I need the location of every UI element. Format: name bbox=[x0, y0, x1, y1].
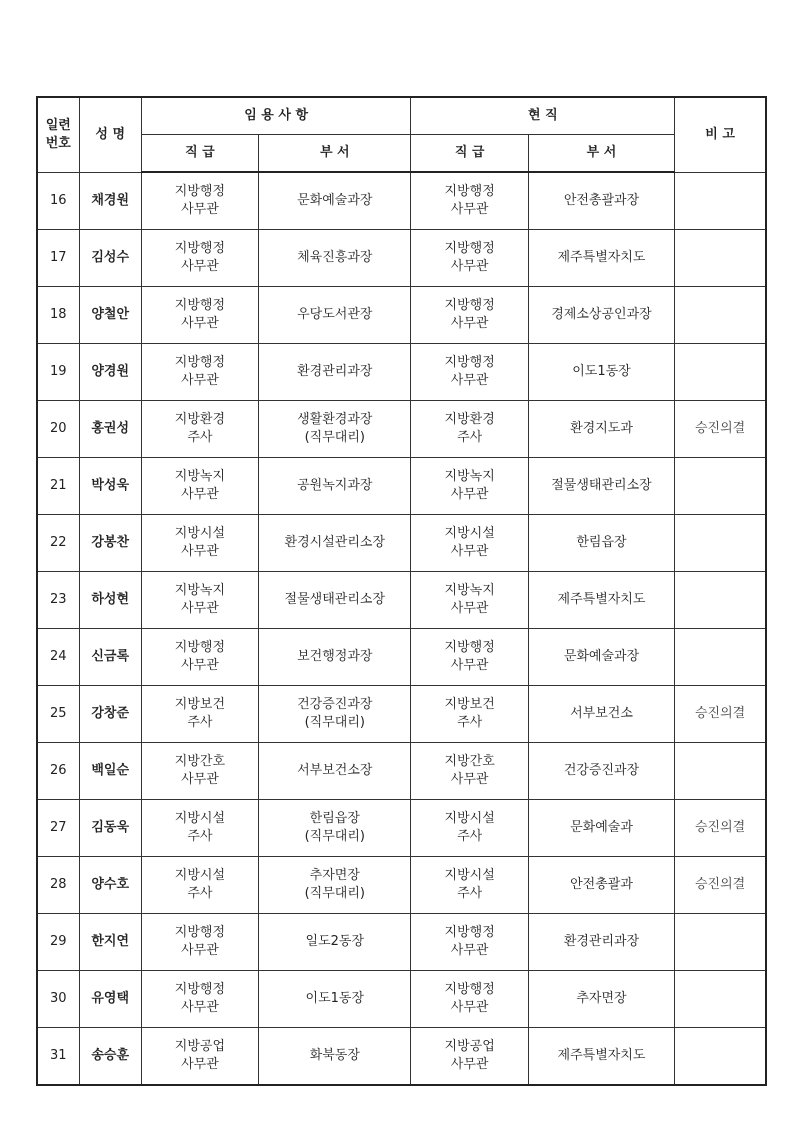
cell-line: 사무관 bbox=[181, 943, 219, 958]
table-row bbox=[37, 743, 766, 800]
appointment-dept-cell bbox=[259, 1028, 411, 1086]
cell-line: 지방행정 bbox=[444, 640, 495, 655]
cell-line: 사무관 bbox=[450, 601, 489, 616]
cell-line: 우당도서관장 bbox=[297, 307, 373, 322]
cell-line: 사무관 bbox=[181, 202, 219, 217]
serial-no-cell: 21 bbox=[37, 458, 79, 515]
cell-line: 지방공업 bbox=[444, 1039, 495, 1054]
current-rank-cell bbox=[411, 971, 528, 1028]
cell-line: 보건행정과장 bbox=[297, 649, 373, 664]
note-header: 비 고 bbox=[675, 97, 766, 172]
name-cell: 양경원 bbox=[79, 344, 141, 401]
cell-line: 사무관 bbox=[181, 373, 219, 388]
cell-line: 지방녹지 bbox=[174, 583, 226, 598]
table-body bbox=[37, 172, 766, 1085]
cell-line: 사무관 bbox=[181, 487, 219, 502]
note-cell: 승진의결 bbox=[675, 800, 766, 857]
cell-line: 화북동장 bbox=[309, 1048, 360, 1063]
appointment-dept-cell bbox=[259, 572, 411, 629]
cell-line: 사무관 bbox=[181, 1057, 219, 1072]
cell-line: 지방행정 bbox=[444, 184, 495, 199]
appointment-rank-cell bbox=[141, 458, 258, 515]
current-rank-cell bbox=[411, 1028, 528, 1086]
appointment-dept-cell bbox=[259, 800, 411, 857]
note-cell bbox=[675, 971, 766, 1028]
appointment-dept-header: 부 서 bbox=[259, 135, 411, 173]
cell-line: 지방시설 bbox=[174, 811, 226, 826]
current-dept-cell: 경제소상공인과장 bbox=[528, 287, 674, 344]
serial-no-cell: 16 bbox=[37, 172, 79, 230]
note-cell: 승진의결 bbox=[675, 857, 766, 914]
appointment-rank-cell bbox=[141, 800, 258, 857]
current-rank-cell bbox=[411, 800, 528, 857]
cell-line: 주사 bbox=[187, 886, 213, 901]
serial-no-cell: 22 bbox=[37, 515, 79, 572]
current-rank-cell bbox=[411, 458, 528, 515]
appointment-rank-cell bbox=[141, 230, 258, 287]
cell-line: 지방시설 bbox=[444, 868, 495, 883]
cell-line: 사무관 bbox=[450, 316, 489, 331]
cell-line: 한림읍장 bbox=[309, 811, 360, 826]
current-dept-cell: 안전총괄과장 bbox=[528, 172, 674, 230]
current-rank-cell bbox=[411, 629, 528, 686]
appointment-dept-cell bbox=[259, 515, 411, 572]
serial-no-cell: 31 bbox=[37, 1028, 79, 1086]
current-dept-cell: 한림읍장 bbox=[528, 515, 674, 572]
table-row bbox=[37, 629, 766, 686]
cell-line: 주사 bbox=[187, 715, 213, 730]
serial-no-cell: 27 bbox=[37, 800, 79, 857]
cell-line: 주사 bbox=[187, 829, 213, 844]
current-rank-cell bbox=[411, 686, 528, 743]
appointment-dept-cell bbox=[259, 401, 411, 458]
appointment-rank-cell bbox=[141, 914, 258, 971]
appointment-rank-cell bbox=[141, 971, 258, 1028]
cell-line: 지방행정 bbox=[444, 241, 495, 256]
serial-no-cell: 28 bbox=[37, 857, 79, 914]
current-rank-cell bbox=[411, 914, 528, 971]
name-cell: 양철안 bbox=[79, 287, 141, 344]
cell-line: 지방행정 bbox=[174, 241, 226, 256]
appointment-dept-cell bbox=[259, 230, 411, 287]
cell-line: 지방시설 bbox=[174, 868, 226, 883]
cell-line: 사무관 bbox=[450, 1000, 489, 1015]
current-rank-cell bbox=[411, 743, 528, 800]
cell-line: 사무관 bbox=[450, 772, 489, 787]
serial-no-cell: 29 bbox=[37, 914, 79, 971]
serial-no-header: 일련 번호 bbox=[37, 97, 79, 172]
name-cell: 강창준 bbox=[79, 686, 141, 743]
current-rank-cell bbox=[411, 572, 528, 629]
cell-line: 지방행정 bbox=[174, 184, 226, 199]
serial-no-cell: 26 bbox=[37, 743, 79, 800]
cell-line: 사무관 bbox=[450, 943, 489, 958]
cell-line: 지방보건 bbox=[174, 697, 226, 712]
cell-line: 서부보건소장 bbox=[297, 763, 373, 778]
appointment-rank-cell bbox=[141, 572, 258, 629]
cell-line: 사무관 bbox=[181, 601, 219, 616]
appointment-header: 임 용 사 항 bbox=[141, 97, 411, 135]
table-row bbox=[37, 287, 766, 344]
table-row bbox=[37, 230, 766, 287]
cell-line: 지방간호 bbox=[174, 754, 226, 769]
appointment-rank-cell bbox=[141, 401, 258, 458]
cell-line: 사무관 bbox=[450, 202, 489, 217]
table-row bbox=[37, 914, 766, 971]
cell-line: (직무대리) bbox=[304, 829, 365, 844]
table-row bbox=[37, 458, 766, 515]
note-cell bbox=[675, 172, 766, 230]
cell-line: 사무관 bbox=[181, 1000, 219, 1015]
appointment-rank-cell bbox=[141, 857, 258, 914]
note-cell bbox=[675, 629, 766, 686]
current-dept-cell: 문화예술과장 bbox=[528, 629, 674, 686]
cell-line: 주사 bbox=[187, 430, 213, 445]
name-cell: 김동욱 bbox=[79, 800, 141, 857]
current-dept-cell: 제주특별자치도 bbox=[528, 230, 674, 287]
current-dept-cell: 건강증진과장 bbox=[528, 743, 674, 800]
current-rank-cell bbox=[411, 857, 528, 914]
cell-line: 사무관 bbox=[450, 1057, 489, 1072]
appointment-dept-cell bbox=[259, 172, 411, 230]
serial-no-cell: 18 bbox=[37, 287, 79, 344]
name-cell: 신금록 bbox=[79, 629, 141, 686]
cell-line: 지방시설 bbox=[444, 526, 495, 541]
cell-line: 주사 bbox=[457, 829, 483, 844]
appointment-rank-cell bbox=[141, 515, 258, 572]
cell-line: 건강증진과장 bbox=[297, 697, 373, 712]
current-rank-cell bbox=[411, 344, 528, 401]
cell-line: 지방행정 bbox=[174, 355, 226, 370]
cell-line: 지방행정 bbox=[444, 925, 495, 940]
table-row bbox=[37, 686, 766, 743]
cell-line: 공원녹지과장 bbox=[297, 478, 373, 493]
current-position-header: 현 직 bbox=[411, 97, 675, 135]
name-cell: 강봉찬 bbox=[79, 515, 141, 572]
cell-line: 지방행정 bbox=[444, 355, 495, 370]
cell-line: 체육진흥과장 bbox=[297, 250, 373, 265]
serial-no-cell: 24 bbox=[37, 629, 79, 686]
current-rank-cell bbox=[411, 230, 528, 287]
table-row bbox=[37, 515, 766, 572]
appointment-rank-cell bbox=[141, 287, 258, 344]
table-header bbox=[37, 97, 766, 172]
table-row bbox=[37, 857, 766, 914]
name-cell: 하성현 bbox=[79, 572, 141, 629]
note-cell: 승진의결 bbox=[675, 401, 766, 458]
cell-line: 지방행정 bbox=[174, 640, 226, 655]
cell-line: 추자면장 bbox=[309, 868, 360, 883]
personnel-table bbox=[36, 96, 767, 1086]
current-dept-header: 부 서 bbox=[528, 135, 674, 173]
cell-line: 사무관 bbox=[450, 259, 489, 274]
appointment-dept-cell bbox=[259, 914, 411, 971]
cell-line: 지방녹지 bbox=[444, 469, 495, 484]
current-rank-cell bbox=[411, 515, 528, 572]
cell-line: 사무관 bbox=[181, 544, 219, 559]
appointment-rank-cell bbox=[141, 743, 258, 800]
cell-line: 지방행정 bbox=[444, 298, 495, 313]
note-cell bbox=[675, 344, 766, 401]
cell-line: 사무관 bbox=[181, 259, 219, 274]
name-cell: 유영택 bbox=[79, 971, 141, 1028]
table-row bbox=[37, 401, 766, 458]
cell-line: 사무관 bbox=[450, 658, 489, 673]
cell-line: 사무관 bbox=[181, 658, 219, 673]
name-cell: 백일순 bbox=[79, 743, 141, 800]
cell-line: (직무대리) bbox=[304, 886, 365, 901]
cell-line: 지방행정 bbox=[174, 925, 226, 940]
name-cell: 양수호 bbox=[79, 857, 141, 914]
current-dept-cell: 절물생태관리소장 bbox=[528, 458, 674, 515]
cell-line: 이도1동장 bbox=[305, 991, 365, 1006]
cell-line: 지방시설 bbox=[174, 526, 226, 541]
name-cell: 홍권성 bbox=[79, 401, 141, 458]
note-cell bbox=[675, 914, 766, 971]
appointment-rank-cell bbox=[141, 344, 258, 401]
table-row bbox=[37, 172, 766, 230]
current-dept-cell: 환경지도과 bbox=[528, 401, 674, 458]
note-cell bbox=[675, 230, 766, 287]
cell-line: 사무관 bbox=[181, 316, 219, 331]
cell-line: 일도2동장 bbox=[305, 934, 365, 949]
appointment-dept-cell bbox=[259, 629, 411, 686]
cell-line: 지방환경 bbox=[444, 412, 495, 427]
note-cell bbox=[675, 1028, 766, 1086]
current-dept-cell: 제주특별자치도 bbox=[528, 1028, 674, 1086]
appointment-dept-cell bbox=[259, 344, 411, 401]
cell-line: (직무대리) bbox=[304, 715, 365, 730]
current-rank-cell bbox=[411, 401, 528, 458]
name-cell: 김성수 bbox=[79, 230, 141, 287]
cell-line: 지방행정 bbox=[174, 982, 226, 997]
serial-no-cell: 23 bbox=[37, 572, 79, 629]
appointment-dept-cell bbox=[259, 458, 411, 515]
cell-line: 지방녹지 bbox=[444, 583, 495, 598]
cell-line: 지방행정 bbox=[174, 298, 226, 313]
name-cell: 송승훈 bbox=[79, 1028, 141, 1086]
appointment-dept-cell bbox=[259, 971, 411, 1028]
note-cell bbox=[675, 458, 766, 515]
cell-line: 사무관 bbox=[450, 544, 489, 559]
cell-line: 지방행정 bbox=[444, 982, 495, 997]
appointment-rank-cell bbox=[141, 1028, 258, 1086]
current-dept-cell: 이도1동장 bbox=[528, 344, 674, 401]
serial-no-cell: 20 bbox=[37, 401, 79, 458]
cell-line: 환경관리과장 bbox=[297, 364, 373, 379]
name-cell: 박성욱 bbox=[79, 458, 141, 515]
serial-no-cell: 25 bbox=[37, 686, 79, 743]
appointment-rank-cell bbox=[141, 686, 258, 743]
cell-line: 지방간호 bbox=[444, 754, 495, 769]
current-rank-cell bbox=[411, 287, 528, 344]
cell-line: (직무대리) bbox=[304, 430, 365, 445]
table-row bbox=[37, 572, 766, 629]
appointment-dept-cell bbox=[259, 857, 411, 914]
appointment-dept-cell bbox=[259, 287, 411, 344]
serial-no-cell: 17 bbox=[37, 230, 79, 287]
appointment-rank-header: 직 급 bbox=[141, 135, 258, 173]
cell-line: 주사 bbox=[457, 715, 483, 730]
cell-line: 절물생태관리소장 bbox=[284, 592, 386, 607]
appointment-rank-cell bbox=[141, 629, 258, 686]
note-cell: 승진의결 bbox=[675, 686, 766, 743]
note-cell bbox=[675, 743, 766, 800]
cell-line: 환경시설관리소장 bbox=[284, 535, 386, 550]
name-header: 성 명 bbox=[79, 97, 141, 172]
cell-line: 사무관 bbox=[450, 487, 489, 502]
cell-line: 주사 bbox=[457, 430, 483, 445]
current-rank-header: 직 급 bbox=[411, 135, 528, 173]
name-cell: 한지연 bbox=[79, 914, 141, 971]
cell-line: 지방보건 bbox=[444, 697, 495, 712]
cell-line: 지방시설 bbox=[444, 811, 495, 826]
note-cell bbox=[675, 515, 766, 572]
cell-line: 지방공업 bbox=[174, 1039, 226, 1054]
current-dept-cell: 환경관리과장 bbox=[528, 914, 674, 971]
name-cell: 채경원 bbox=[79, 172, 141, 230]
current-rank-cell bbox=[411, 172, 528, 230]
cell-line: 지방녹지 bbox=[174, 469, 226, 484]
cell-line: 지방환경 bbox=[174, 412, 226, 427]
cell-line: 사무관 bbox=[450, 373, 489, 388]
cell-line: 사무관 bbox=[181, 772, 219, 787]
appointment-dept-cell bbox=[259, 743, 411, 800]
appointment-rank-cell bbox=[141, 172, 258, 230]
current-dept-cell: 안전총괄과 bbox=[528, 857, 674, 914]
cell-line: 주사 bbox=[457, 886, 483, 901]
table-row bbox=[37, 1028, 766, 1086]
table-row bbox=[37, 344, 766, 401]
table-row bbox=[37, 971, 766, 1028]
note-cell bbox=[675, 572, 766, 629]
current-dept-cell: 서부보건소 bbox=[528, 686, 674, 743]
serial-no-cell: 30 bbox=[37, 971, 79, 1028]
appointment-dept-cell bbox=[259, 686, 411, 743]
current-dept-cell: 제주특별자치도 bbox=[528, 572, 674, 629]
current-dept-cell: 문화예술과 bbox=[528, 800, 674, 857]
serial-no-cell: 19 bbox=[37, 344, 79, 401]
current-dept-cell: 추자면장 bbox=[528, 971, 674, 1028]
note-cell bbox=[675, 287, 766, 344]
table-row bbox=[37, 800, 766, 857]
cell-line: 생활환경과장 bbox=[297, 412, 373, 427]
cell-line: 문화예술과장 bbox=[297, 193, 373, 208]
